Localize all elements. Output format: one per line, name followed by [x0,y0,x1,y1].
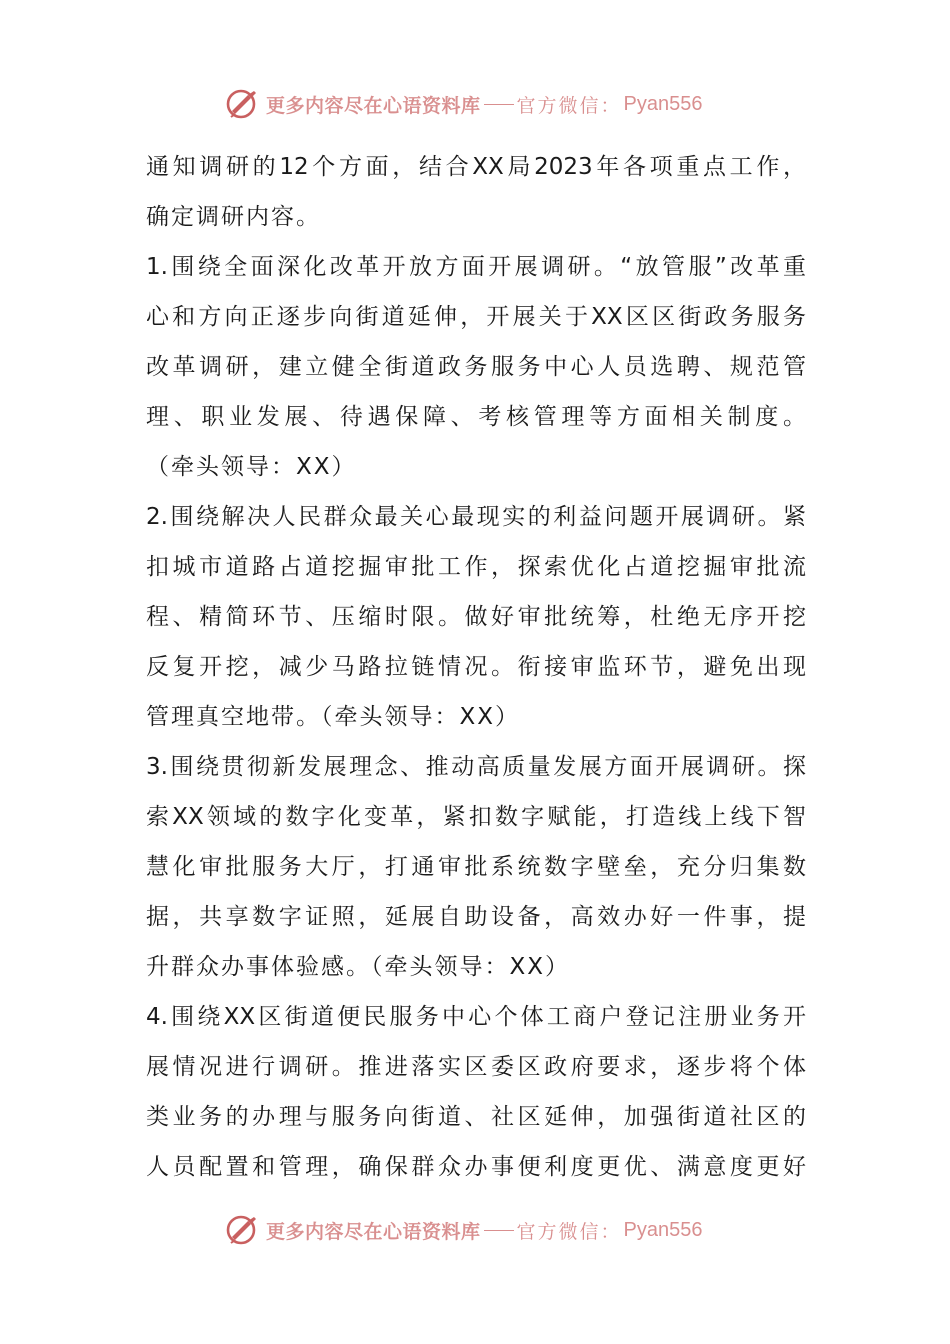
text-line: 心和方向正逐步向街道延伸，开展关于XX区区街政务服务 [146,304,806,330]
text-line: 展情况进行调研。推进落实区委区政府要求，逐步将个体 [146,1054,806,1080]
paragraph [146,992,806,1192]
text-line: 确定调研内容。 [146,204,321,230]
text-line: 2.围绕解决人民群众最关心最现实的利益问题开展调研。紧 [146,504,806,530]
text-line: 程、精简环节、压缩时限。做好审批统筹，杜绝无序开挖 [146,604,806,630]
text-line: （牵头领导：XX） [146,454,357,480]
pen-logo-icon [226,1213,260,1247]
text-line: 改革调研，建立健全街道政务服务中心人员选聘、规范管 [146,354,806,380]
text-line: 索XX领域的数字化变革，紧扣数字赋能，打造线上线下智 [146,804,806,830]
text-line: 类业务的办理与服务向街道、社区延伸，加强街道社区的 [146,1104,806,1130]
text-line: 扣城市道路占道挖掘审批工作，探索优化占道挖掘审批流 [146,554,806,580]
text-line: 1.围绕全面深化改革开放方面开展调研。“放管服”改革重 [146,254,806,280]
text-line: 人员配置和管理，确保群众办事便利度更优、满意度更好 [146,1154,806,1180]
banner-wechat-label: 官方微信： [516,94,622,117]
banner-text: 更多内容尽在心语资料库 [266,1220,481,1243]
text-line: 反复开挖，减少马路拉链情况。衔接审监环节，避免出现 [146,654,806,680]
pen-logo-icon [226,87,260,121]
banner-wechat-id: Pyan556 [623,92,703,115]
banner-separator [484,104,514,105]
text-line: 升群众办事体验感。（牵头领导：XX） [146,954,571,980]
footer-watermark-banner [226,1210,703,1250]
banner-wechat-label: 官方微信： [516,1220,622,1243]
document-body [146,142,806,1192]
text-line: 管理真空地带。（牵头领导：XX） [146,704,521,730]
text-line: 慧化审批服务大厅，打通审批系统数字壁垒，充分归集数 [146,854,806,880]
banner-wechat-id: Pyan556 [623,1218,703,1241]
paragraph [146,742,806,992]
banner-separator [484,1230,514,1231]
text-line: 4.围绕XX区街道便民服务中心个体工商户登记注册业务开 [146,1004,806,1030]
banner-text: 更多内容尽在心语资料库 [266,94,481,117]
paragraph [146,242,806,492]
text-line: 据，共享数字证照，延展自助设备，高效办好一件事，提 [146,904,806,930]
paragraph [146,142,806,242]
text-line: 通知调研的12个方面，结合XX局2023年各项重点工作， [146,154,806,180]
text-line: 3.围绕贯彻新发展理念、推动高质量发展方面开展调研。探 [146,754,806,780]
text-line: 理、职业发展、待遇保障、考核管理等方面相关制度。 [146,404,806,430]
header-watermark-banner [226,84,703,124]
paragraph [146,492,806,742]
